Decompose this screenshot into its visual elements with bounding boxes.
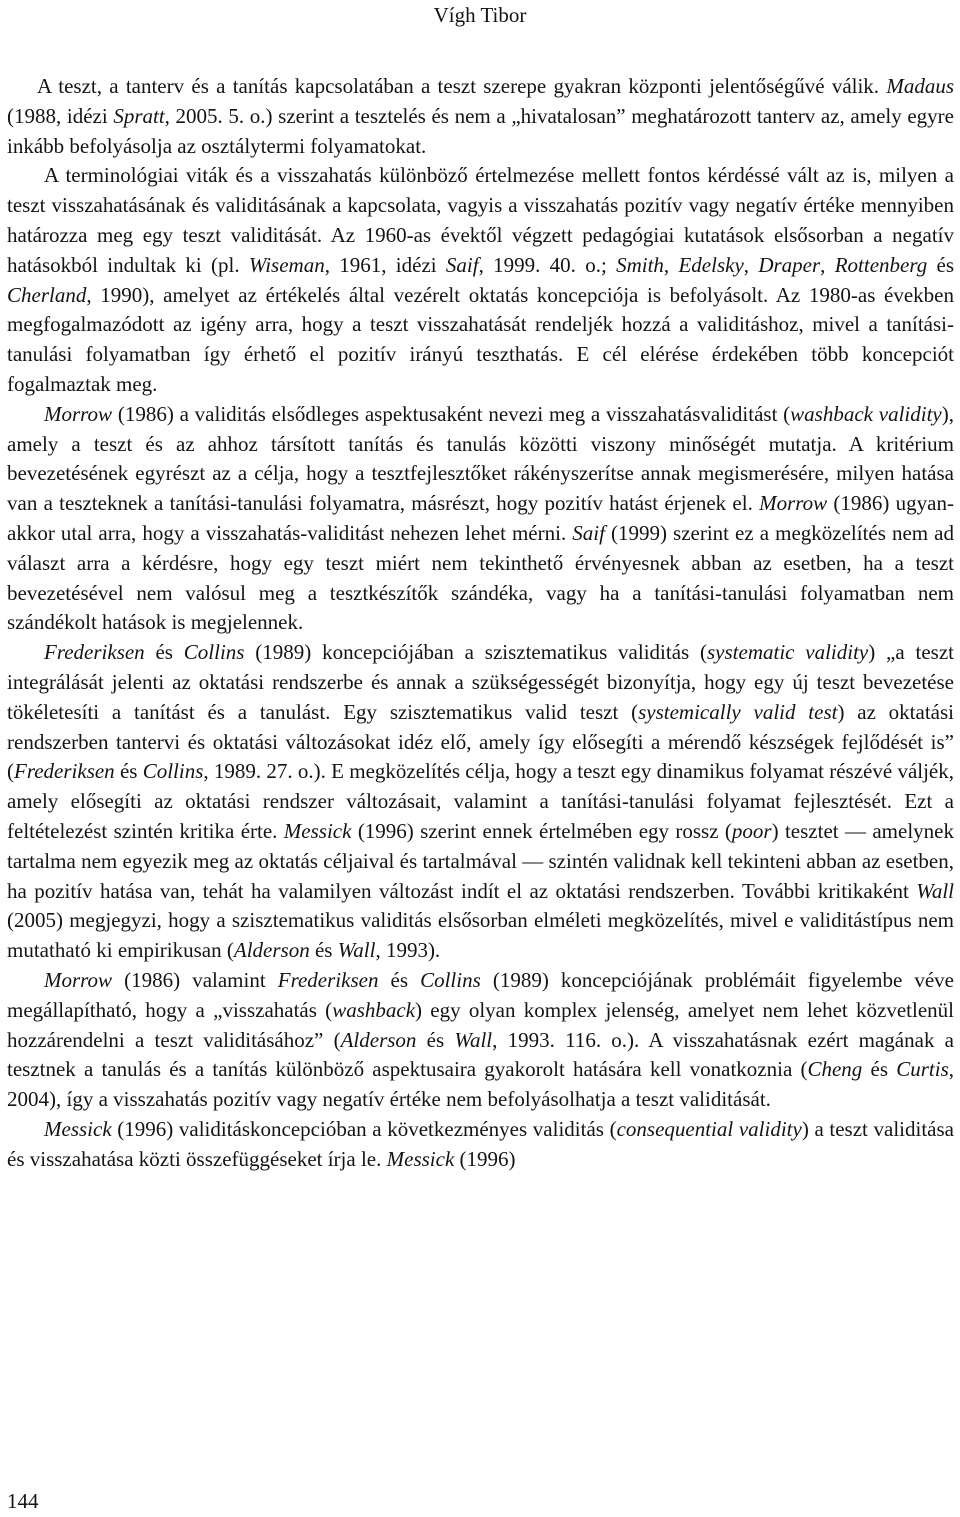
italic-text-run: Wall [916, 878, 954, 903]
italic-text-run: Morrow [44, 967, 113, 992]
italic-text-run: Wiseman [248, 252, 325, 277]
italic-text-run: systemically valid test [638, 699, 838, 724]
text-run: (1996) [454, 1146, 516, 1171]
text-run: , 1961, idézi [324, 252, 446, 277]
text-run: és [114, 759, 143, 784]
text-run: ) egy olyan komplex jelenség, amelyet nem lehet közvetlenül hozzárendelni a teszt validitásához” ( [7, 997, 954, 1052]
text-run: ) „a teszt integrálását jelenti az oktatási rendszerbe és annak a szükségességét bizonyítja, hogy egy új teszt bevezetése tökéletesíti a tanítást és a tanulást. Egy szisztematikus valid teszt ( [7, 640, 954, 724]
text-run: (1986) ugyanakkor utal arra, hogy a visszahatás-validitást nehezen lehet mérni. [7, 491, 954, 545]
italic-text-run: Spratt [113, 103, 165, 128]
italic-text-run: Rottenberg [834, 252, 928, 277]
paragraph-5 [7, 966, 954, 1115]
italic-text-run: Alderson [233, 938, 310, 963]
text-run: (1988, idézi [7, 103, 114, 128]
text-run: és [144, 640, 184, 665]
text-run: ) az oktatási rendszerben tantervi és oktatási változásokat idéz elő, amely így elősegíti a mérendő készségek fejlődését is” ( [7, 699, 954, 784]
italic-text-run: Collins [142, 759, 204, 784]
text-run: és [862, 1057, 897, 1082]
text-run: , 1989. 27. o.). E megközelítés célja, hogy a teszt egy dinamikus folyamat részévé váljék, amely elősegíti az oktatási rendszer változásait, valamint a tanítási-tanulási folyamat fejlesztését. Ezt a feltételezést szintén kritika érte. [7, 759, 955, 843]
header-author: Vígh Tibor [433, 3, 527, 27]
italic-text-run: washback validity [790, 401, 942, 426]
italic-text-run: Madaus [886, 74, 954, 98]
text-run: , 1999. 40. o.; [478, 252, 617, 277]
text-run: és [378, 967, 421, 992]
text-run: (1996) szerint ennek értelmében egy rossz ( [351, 818, 732, 843]
italic-text-run: Cheng [807, 1057, 863, 1082]
italic-text-run: Alderson [340, 1027, 417, 1052]
text-run: (1986) a validitás elsődleges aspektusaként nevezi meg a visszahatásvaliditást ( [112, 401, 791, 426]
text-run: , [820, 252, 835, 277]
text-run: , 2004), így a visszahatás pozitív vagy negatív értéke nem befolyásolhatja a teszt validitását. [7, 1057, 954, 1112]
text-run: (1989) koncepciójának problémáit figyelembe véve megállapítható, hogy a „visszahatás ( [7, 967, 954, 1022]
italic-text-run: Frederiksen [14, 759, 115, 784]
italic-text-run: Draper [758, 252, 821, 277]
italic-text-run: washback [332, 997, 416, 1022]
italic-text-run: Frederiksen [277, 967, 379, 992]
text-run: és [309, 938, 338, 963]
italic-text-run: Wall [337, 938, 376, 963]
text-run: ) a teszt validitása és visszahatása közti összefüggéseket írja le. [7, 1116, 954, 1171]
italic-text-run: systematic validity [707, 640, 869, 665]
text-run: , 1990), amelyet az értékelés által vezérelt oktatás koncepciója is befolyásolt. Az 1980-as években megfogalmazódott az igény arra, hogy a teszt visszahatását rendeljék hozzá a validitáshoz, mivel a tanítási-tanulási folyamatban így érhető el pozitív irányú teszthatás. E cél elérése érdekében több koncepciót fogalmaztak meg. [7, 282, 954, 396]
text-run: , [743, 252, 759, 277]
italic-text-run: consequential validity [616, 1116, 802, 1141]
italic-text-run: Smith [616, 252, 664, 277]
italic-text-run: Cherland [7, 282, 87, 307]
text-run: , 1993). [375, 938, 441, 963]
paragraph-6 [7, 1115, 954, 1175]
italic-text-run: poor [731, 818, 772, 843]
text-run: A teszt, a tanterv és a tanítás kapcsolatában a teszt szerepe gyakran központi jelentőségűvé válik. [37, 74, 887, 98]
italic-text-run: Messick [283, 818, 352, 843]
text-run: (1999) szerint ez a megközelítés nem ad választ arra a kérdésre, hogy egy teszt miért nem tekinthető érvényesnek abban az esetben, ha a teszt bevezetésével nem valósul meg a tesztkészítők szándéka, vagy ha a tanítási-tanulási folyamatban nem szándékolt hatások is megjelennek. [7, 520, 955, 635]
italic-text-run: Wall [454, 1027, 493, 1052]
page-number: 144 [7, 1489, 39, 1513]
italic-text-run: Frederiksen [44, 640, 145, 665]
text-run: (2005) megjegyzi, hogy a szisztematikus validitás elsősorban elméleti megközelítés, mivel e validitástípus nem mutatható ki empirikusan ( [7, 908, 954, 963]
text-run: (1989) koncepciójában a szisztematikus validitás ( [244, 640, 707, 665]
text-run: (1996) validitáskoncepcióban a következményes validitás ( [111, 1116, 617, 1141]
italic-text-run: Saif [445, 252, 479, 277]
text-run: , [663, 252, 679, 277]
italic-text-run: Collins [420, 967, 481, 992]
text-run: A terminológiai viták és a visszahatás különböző értelmezése mellett fontos kérdéssé vált az is, milyen a teszt visszahatásának és validitásának a kapcsolata, vagyis a visszahatás pozitív vagy negatív értéke mennyiben határozza meg egy teszt validitását. Az 1960-as évektől végzett pedagógiai kutatások elsősorban a negatív hatásokból indultak ki (pl. [7, 163, 954, 277]
running-header [0, 2, 960, 28]
paragraph-1 [7, 72, 954, 161]
text-run: ), amely a teszt és az ahhoz társított tanítás és tanulás közötti viszony minőségét mutatja. A kritérium bevezetésének egyrészt az a célja, hogy a tesztfejlesztőket rákényszerítse annak megismerésére, milyen hatása van a teszteknek a tanítási-tanulási folyamatra, másrészt, hogy pozitív hatást érjenek el. [7, 401, 954, 516]
text-run: , 1993. 116. o.). A visszahatásnak ezért magának a tesztnek a tanulás és a tanítás különböző aspektusaira gyakorolt hatására kell vonatkoznia ( [7, 1027, 954, 1082]
text-run: és [416, 1027, 455, 1052]
italic-text-run: Morrow [44, 401, 113, 426]
text-run: , 2005. 5. o.) szerint a tesztelés és nem a „hivatalosan” meghatározott tanterv az, amely egyre inkább befolyásolja az osztálytermi folyamatokat. [7, 103, 954, 158]
paragraph-3 [7, 400, 954, 638]
paragraph-2 [7, 161, 954, 399]
text-run: (1986) valamint [112, 967, 278, 992]
text-run: és [927, 252, 955, 277]
italic-text-run: Morrow [759, 491, 828, 516]
italic-text-run: Messick [386, 1146, 455, 1171]
text-run: ) tesztet — amelynek tartalma nem egyezik meg az oktatás céljaival és tartalmával — szintén validnak kell tekinteni abban az esetben, ha pozitív hatása van, tehát ha valamilyen változást indít el az oktatási rendszerben. További kritikaként [7, 818, 954, 903]
italic-text-run: Saif [572, 520, 605, 545]
italic-text-run: Curtis [896, 1057, 949, 1082]
italic-text-run: Messick [44, 1116, 112, 1141]
paragraph-4 [7, 638, 954, 966]
italic-text-run: Collins [183, 640, 245, 665]
italic-text-run: Edelsky [678, 252, 744, 277]
body-text [7, 72, 954, 1174]
